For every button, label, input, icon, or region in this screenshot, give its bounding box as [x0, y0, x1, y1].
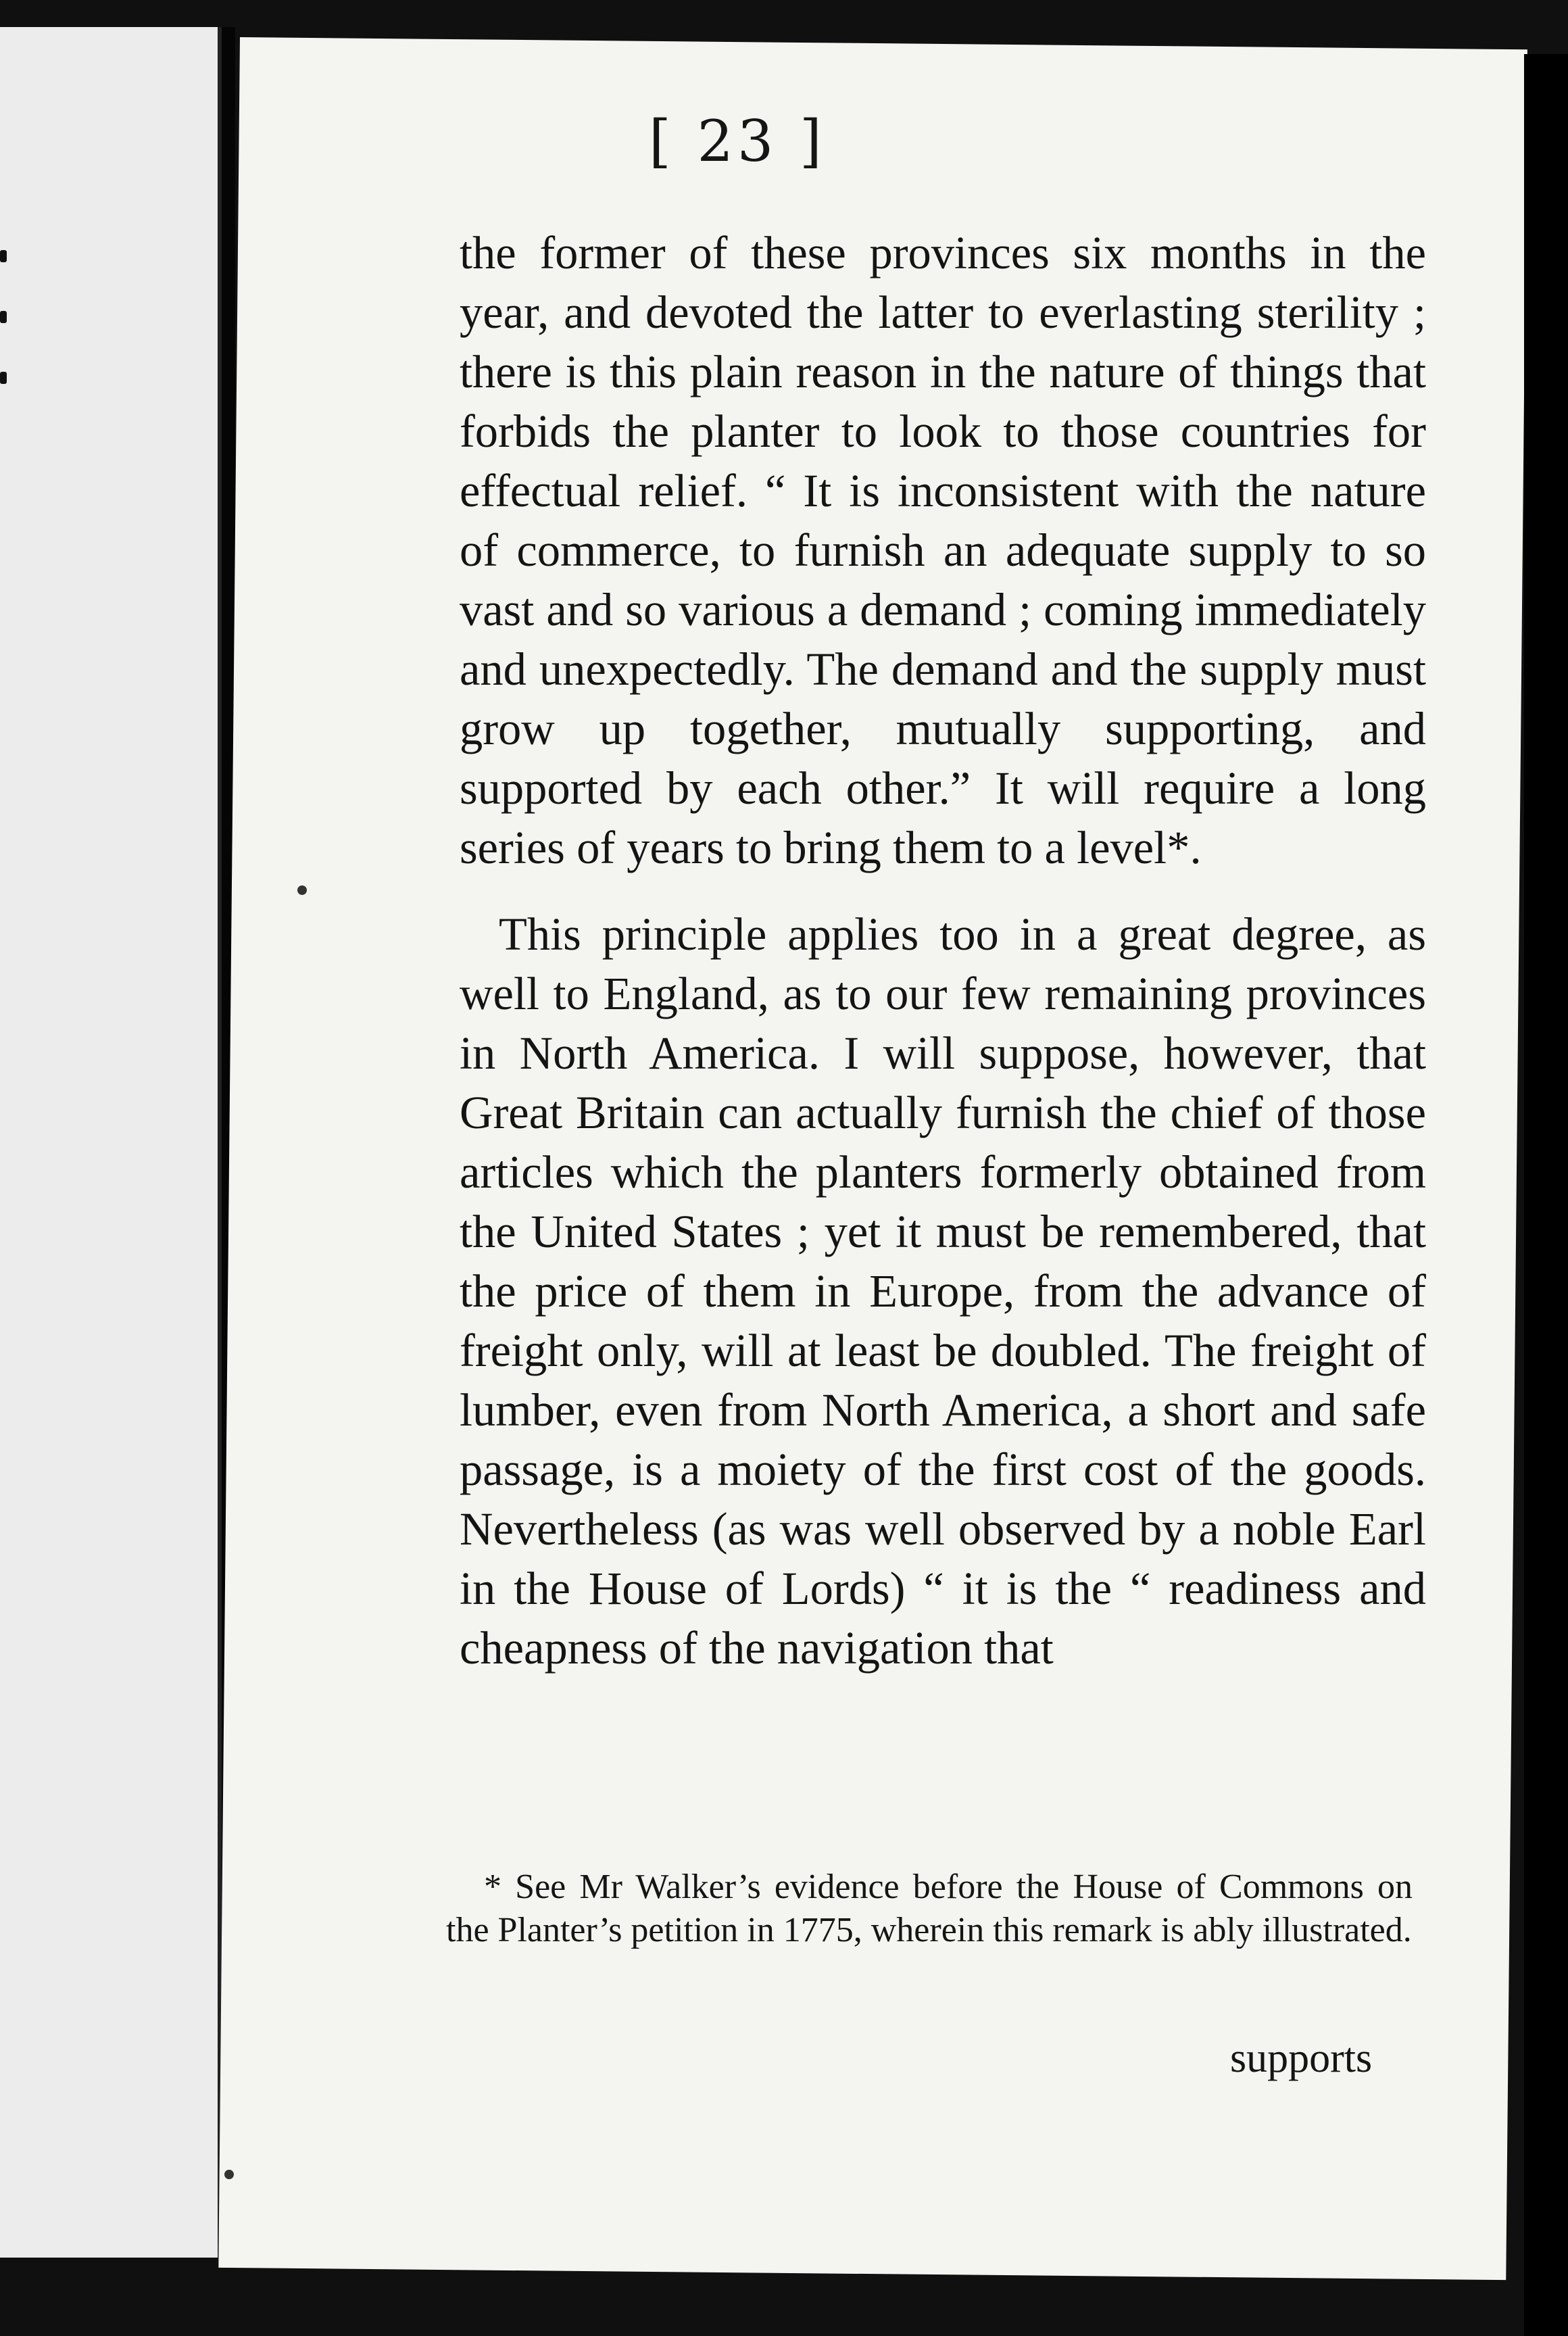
catchword: supports [1230, 2035, 1373, 2081]
footnote: * See Mr Walker’s evidence before the House of Commons on the Planter’s petition in 1775, wherein this remark is ably illustrated. [446, 1868, 1413, 1949]
ink-mark [0, 372, 7, 384]
page-shadow-edge [1524, 54, 1568, 2336]
facing-page-edge [0, 27, 222, 2258]
ink-mark [0, 311, 7, 323]
paper-speck [224, 2170, 234, 2179]
paper-speck [297, 885, 307, 895]
paragraph: the former of these provinces six months in the year, and devoted the latter to everlasting sterility ; there is this plain reason in the nature of things that forbids the planter to look to those countries for effectual relief. “ It is inconsistent with the nature of commerce, to furnish an adequate supply to so vast and so various a demand ; coming immediately and unexpectedly. The demand and the supply must grow up together, mutually supporting, and supported by each other.” It will require a long series of years to bring them to a level*. [460, 227, 1426, 873]
page-number: [ 23 ] [649, 108, 826, 174]
ink-mark [0, 250, 7, 262]
paragraph: This principle applies too in a great degree, as well to England, as to our few remaining provinces in North America. I will suppose, however, that Great Britain can actually furnish the chief of those articles which the planters formerly obtained from the United States ; yet it must be remembered, that the price of them in Europe, from the advance of freight only, will at least be doubled. The freight of lumber, even from North America, a short and safe passage, is a moiety of the first cost of the goods. Nevertheless (as was well observed by a noble Earl in the House of Lords) “ it is the “ readiness and cheapness of the navigation that [460, 908, 1426, 1674]
body-text [460, 223, 1426, 1678]
